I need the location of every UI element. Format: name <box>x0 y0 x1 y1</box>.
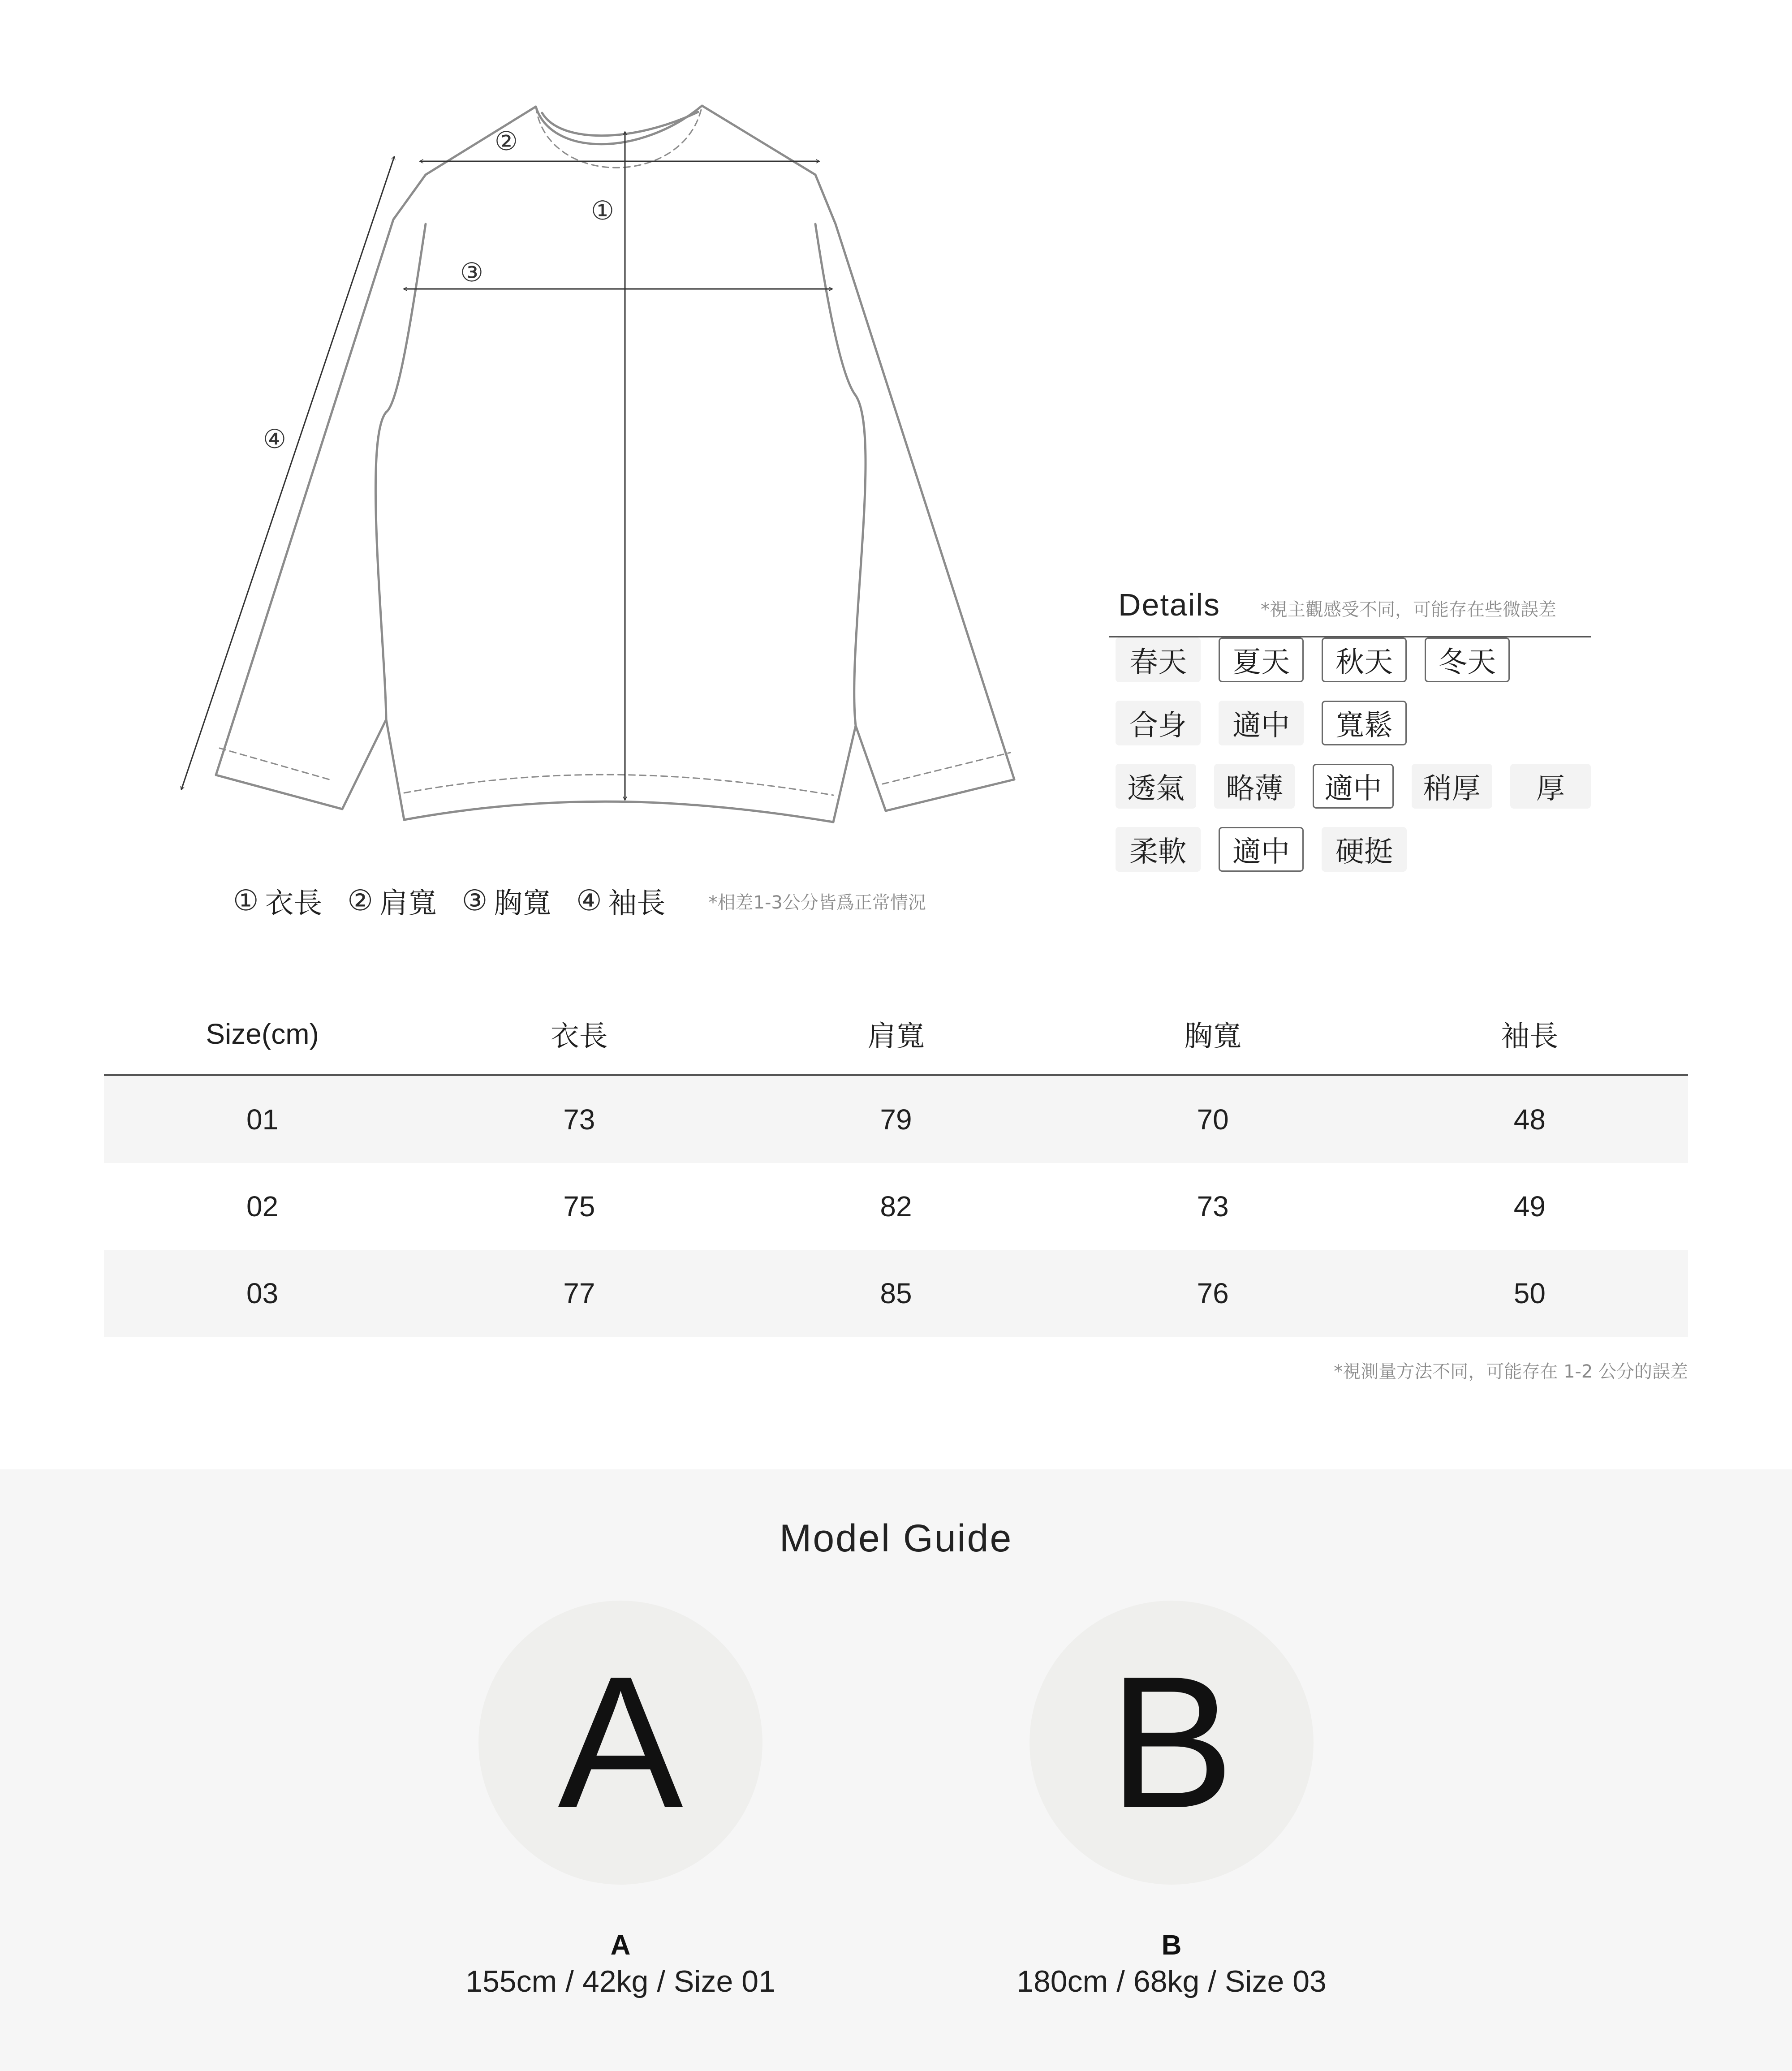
column-header-body-length: 衣長 <box>421 994 737 1075</box>
legend-item-body-length <box>233 880 322 921</box>
column-header-chest-width: 胸寬 <box>1055 994 1371 1075</box>
table-cell: 48 <box>1371 1075 1688 1163</box>
column-header-size: Size(cm) <box>104 994 421 1075</box>
legend-label: 胸寬 <box>494 887 551 920</box>
tag-stiff: 硬挺 <box>1322 827 1407 872</box>
model-guide-title: Model Guide <box>779 1517 1013 1560</box>
legend-label: 衣長 <box>265 887 323 920</box>
legend-number: ① <box>233 884 259 917</box>
model-card-a <box>464 1601 777 1999</box>
sweater-measurement-diagram <box>148 90 1066 874</box>
column-header-shoulder-width: 肩寬 <box>737 994 1054 1075</box>
model-card-b <box>1015 1601 1328 1999</box>
table-cell: 73 <box>421 1075 737 1163</box>
diagram-markers <box>263 126 614 454</box>
details-row-season <box>1116 637 1591 682</box>
sweater-outline <box>216 106 1014 822</box>
details-note: *視主觀感受不同，可能存在些微誤差 <box>1260 599 1556 620</box>
measurement-legend <box>233 880 926 921</box>
model-label: A <box>610 1930 631 1961</box>
table-cell: 75 <box>563 1190 595 1223</box>
legend-number: ② <box>347 884 373 917</box>
details-row-fit <box>1116 701 1591 745</box>
tag-softness-medium: 適中 <box>1219 827 1304 872</box>
details-title: Details <box>1118 587 1220 622</box>
table-row <box>104 1163 1688 1250</box>
model-avatar <box>478 1601 762 1885</box>
tag-breathable: 透氣 <box>1116 764 1196 809</box>
tag-fit-regular: 適中 <box>1219 701 1304 745</box>
legend-note: *相差1-3公分皆爲正常情況 <box>708 892 926 913</box>
tag-thin: 略薄 <box>1214 764 1295 809</box>
tag-soft: 柔軟 <box>1116 827 1201 872</box>
tag-thick: 厚 <box>1510 764 1591 809</box>
details-row-thickness <box>1116 764 1591 809</box>
model-avatar-letter: B <box>1108 1637 1235 1847</box>
table-cell: 02 <box>246 1190 279 1223</box>
table-cell: 77 <box>421 1250 737 1337</box>
table-cell: 01 <box>104 1075 421 1163</box>
table-row <box>104 1075 1688 1163</box>
size-table-header-row <box>104 994 1688 1075</box>
table-cell: 70 <box>1055 1075 1371 1163</box>
marker-body-length: ① <box>591 195 614 226</box>
model-avatar-letter: A <box>557 1637 684 1847</box>
size-table-note: *視測量方法不同，可能存在 1-2 公分的誤差 <box>1334 1361 1688 1382</box>
marker-sleeve-length: ④ <box>263 424 286 454</box>
column-header-sleeve-length: 袖長 <box>1371 994 1688 1075</box>
legend-item-sleeve-length <box>576 880 665 921</box>
tag-loose: 寬鬆 <box>1322 701 1407 745</box>
model-avatar <box>1030 1601 1314 1885</box>
measurement-lines <box>181 132 832 800</box>
legend-number: ③ <box>461 884 488 917</box>
details-row-softness <box>1116 827 1591 872</box>
tag-slightly-thick: 稍厚 <box>1412 764 1492 809</box>
marker-shoulder-width: ② <box>495 126 518 156</box>
legend-item-chest-width <box>462 880 551 921</box>
legend-label: 肩寬 <box>379 887 437 920</box>
table-cell: 82 <box>880 1190 912 1223</box>
tag-autumn: 秋天 <box>1322 637 1407 682</box>
size-table <box>104 994 1688 1337</box>
model-label: B <box>1161 1930 1182 1961</box>
tag-spring: 春天 <box>1116 637 1201 682</box>
tag-summer: 夏天 <box>1219 637 1304 682</box>
model-guide-section <box>0 1469 1792 2071</box>
legend-item-shoulder-width <box>347 880 436 921</box>
sleeve-length-line <box>181 157 394 789</box>
table-row <box>104 1250 1688 1337</box>
table-cell: 49 <box>1513 1190 1546 1223</box>
tag-thickness-medium: 適中 <box>1313 764 1393 809</box>
marker-chest-width: ③ <box>460 257 483 288</box>
details-header <box>1109 587 1591 637</box>
table-cell: 73 <box>1197 1190 1229 1223</box>
table-cell: 79 <box>737 1075 1054 1163</box>
tag-winter: 冬天 <box>1425 637 1510 682</box>
table-cell: 50 <box>1371 1250 1688 1337</box>
table-cell: 03 <box>104 1250 421 1337</box>
model-info: 180cm / 68kg / Size 03 <box>1017 1964 1327 1998</box>
details-panel <box>1109 587 1591 872</box>
legend-label: 袖長 <box>608 887 666 920</box>
table-cell: 76 <box>1055 1250 1371 1337</box>
legend-number: ④ <box>576 884 602 917</box>
tag-fitted: 合身 <box>1116 701 1201 745</box>
model-info: 155cm / 42kg / Size 01 <box>465 1964 775 1998</box>
table-cell: 85 <box>737 1250 1054 1337</box>
